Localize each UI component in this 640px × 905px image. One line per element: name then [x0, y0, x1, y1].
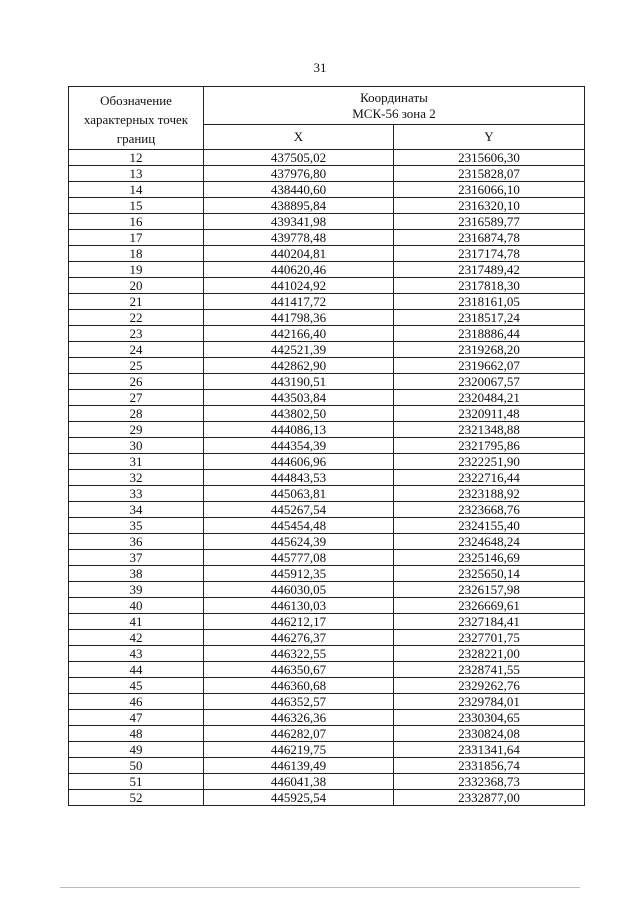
point-number-cell: 35	[69, 518, 204, 534]
table-row	[69, 646, 585, 662]
point-number-cell: 28	[69, 406, 204, 422]
point-number-cell: 52	[69, 790, 204, 806]
y-coordinate-cell: 2319268,20	[394, 342, 585, 358]
y-coordinate-cell: 2317818,30	[394, 278, 585, 294]
y-coordinate-cell: 2324648,24	[394, 534, 585, 550]
x-coordinate-cell: 443503,84	[204, 390, 394, 406]
table-row	[69, 502, 585, 518]
y-column-header: Y	[394, 125, 585, 150]
y-coordinate-cell: 2321348,88	[394, 422, 585, 438]
table-row	[69, 262, 585, 278]
point-number-cell: 49	[69, 742, 204, 758]
table-row	[69, 694, 585, 710]
point-number-cell: 22	[69, 310, 204, 326]
point-number-cell: 48	[69, 726, 204, 742]
table-body	[69, 150, 585, 806]
point-number-cell: 23	[69, 326, 204, 342]
coordinates-title: Координаты	[360, 89, 428, 105]
x-coordinate-cell: 443190,51	[204, 374, 394, 390]
x-coordinate-cell: 444086,13	[204, 422, 394, 438]
x-coordinate-cell: 445912,35	[204, 566, 394, 582]
x-coordinate-cell: 446322,55	[204, 646, 394, 662]
coordinates-header	[204, 87, 585, 125]
table-row	[69, 214, 585, 230]
y-coordinate-cell: 2316066,10	[394, 182, 585, 198]
point-number-cell: 32	[69, 470, 204, 486]
point-number-cell: 37	[69, 550, 204, 566]
x-coordinate-cell: 446276,37	[204, 630, 394, 646]
table-row	[69, 678, 585, 694]
table-row	[69, 310, 585, 326]
table-row	[69, 582, 585, 598]
x-coordinate-cell: 443802,50	[204, 406, 394, 422]
point-number-cell: 20	[69, 278, 204, 294]
point-number-cell: 42	[69, 630, 204, 646]
point-number-cell: 44	[69, 662, 204, 678]
point-number-cell: 24	[69, 342, 204, 358]
y-coordinate-cell: 2315606,30	[394, 150, 585, 166]
x-coordinate-cell: 446130,03	[204, 598, 394, 614]
point-number-cell: 29	[69, 422, 204, 438]
y-coordinate-cell: 2322251,90	[394, 454, 585, 470]
table-row	[69, 150, 585, 166]
table-row	[69, 406, 585, 422]
point-number-cell: 39	[69, 582, 204, 598]
y-coordinate-cell: 2322716,44	[394, 470, 585, 486]
table-row	[69, 246, 585, 262]
x-coordinate-cell: 445925,54	[204, 790, 394, 806]
table-row	[69, 534, 585, 550]
point-number-cell: 17	[69, 230, 204, 246]
y-coordinate-cell: 2316320,10	[394, 198, 585, 214]
y-coordinate-cell: 2316874,78	[394, 230, 585, 246]
y-coordinate-cell: 2329784,01	[394, 694, 585, 710]
x-coordinate-cell: 439778,48	[204, 230, 394, 246]
y-coordinate-cell: 2327184,41	[394, 614, 585, 630]
y-coordinate-cell: 2331856,74	[394, 758, 585, 774]
table-row	[69, 390, 585, 406]
y-coordinate-cell: 2318517,24	[394, 310, 585, 326]
x-coordinate-cell: 441417,72	[204, 294, 394, 310]
table-row	[69, 294, 585, 310]
y-coordinate-cell: 2325650,14	[394, 566, 585, 582]
y-coordinate-cell: 2331341,64	[394, 742, 585, 758]
y-coordinate-cell: 2323188,92	[394, 486, 585, 502]
y-coordinate-cell: 2323668,76	[394, 502, 585, 518]
x-coordinate-cell: 441798,36	[204, 310, 394, 326]
table-row	[69, 742, 585, 758]
y-coordinate-cell: 2325146,69	[394, 550, 585, 566]
designation-header: Обозначение характерных точек границ	[69, 87, 204, 150]
table-row	[69, 278, 585, 294]
point-number-cell: 41	[69, 614, 204, 630]
point-number-cell: 36	[69, 534, 204, 550]
point-number-cell: 38	[69, 566, 204, 582]
point-number-cell: 15	[69, 198, 204, 214]
x-coordinate-cell: 445624,39	[204, 534, 394, 550]
point-number-cell: 34	[69, 502, 204, 518]
point-number-cell: 14	[69, 182, 204, 198]
y-coordinate-cell: 2329262,76	[394, 678, 585, 694]
table-row	[69, 774, 585, 790]
point-number-cell: 50	[69, 758, 204, 774]
x-coordinate-cell: 446030,05	[204, 582, 394, 598]
y-coordinate-cell: 2330304,65	[394, 710, 585, 726]
y-coordinate-cell: 2324155,40	[394, 518, 585, 534]
point-number-cell: 16	[69, 214, 204, 230]
point-number-cell: 18	[69, 246, 204, 262]
y-coordinate-cell: 2320067,57	[394, 374, 585, 390]
point-number-cell: 33	[69, 486, 204, 502]
x-coordinate-cell: 441024,92	[204, 278, 394, 294]
y-coordinate-cell: 2318886,44	[394, 326, 585, 342]
x-coordinate-cell: 445454,48	[204, 518, 394, 534]
point-number-cell: 31	[69, 454, 204, 470]
table-row	[69, 230, 585, 246]
point-number-cell: 19	[69, 262, 204, 278]
x-coordinate-cell: 437505,02	[204, 150, 394, 166]
x-coordinate-cell: 446041,38	[204, 774, 394, 790]
x-coordinate-cell: 446352,57	[204, 694, 394, 710]
table-row	[69, 758, 585, 774]
point-number-cell: 45	[69, 678, 204, 694]
x-coordinate-cell: 446350,67	[204, 662, 394, 678]
x-coordinate-cell: 437976,80	[204, 166, 394, 182]
point-number-cell: 26	[69, 374, 204, 390]
coordinate-system: МСК-56 зона 2	[352, 105, 436, 121]
table-row	[69, 470, 585, 486]
x-coordinate-cell: 439341,98	[204, 214, 394, 230]
bottom-rule	[60, 887, 580, 888]
y-coordinate-cell: 2315828,07	[394, 166, 585, 182]
point-number-cell: 13	[69, 166, 204, 182]
table-row	[69, 166, 585, 182]
x-coordinate-cell: 445063,81	[204, 486, 394, 502]
table-row	[69, 326, 585, 342]
x-coordinate-cell: 440204,81	[204, 246, 394, 262]
table-row	[69, 630, 585, 646]
y-coordinate-cell: 2320911,48	[394, 406, 585, 422]
y-coordinate-cell: 2330824,08	[394, 726, 585, 742]
x-coordinate-cell: 446139,49	[204, 758, 394, 774]
point-number-cell: 43	[69, 646, 204, 662]
y-coordinate-cell: 2318161,05	[394, 294, 585, 310]
table-row	[69, 374, 585, 390]
y-coordinate-cell: 2326157,98	[394, 582, 585, 598]
point-number-cell: 46	[69, 694, 204, 710]
y-coordinate-cell: 2317489,42	[394, 262, 585, 278]
table-row	[69, 566, 585, 582]
x-column-header: X	[204, 125, 394, 150]
x-coordinate-cell: 442521,39	[204, 342, 394, 358]
x-coordinate-cell: 446212,17	[204, 614, 394, 630]
table-row	[69, 454, 585, 470]
table-header	[69, 87, 585, 150]
x-coordinate-cell: 446360,68	[204, 678, 394, 694]
point-number-cell: 51	[69, 774, 204, 790]
y-coordinate-cell: 2328741,55	[394, 662, 585, 678]
x-coordinate-cell: 444354,39	[204, 438, 394, 454]
x-coordinate-cell: 446282,07	[204, 726, 394, 742]
table-row	[69, 790, 585, 806]
y-coordinate-cell: 2328221,00	[394, 646, 585, 662]
y-coordinate-cell: 2332368,73	[394, 774, 585, 790]
table-row	[69, 342, 585, 358]
point-number-cell: 40	[69, 598, 204, 614]
point-number-cell: 21	[69, 294, 204, 310]
table-row	[69, 710, 585, 726]
table-row	[69, 358, 585, 374]
x-coordinate-cell: 444843,53	[204, 470, 394, 486]
y-coordinate-cell: 2317174,78	[394, 246, 585, 262]
coordinates-table	[68, 86, 585, 806]
y-coordinate-cell: 2316589,77	[394, 214, 585, 230]
y-coordinate-cell: 2320484,21	[394, 390, 585, 406]
x-coordinate-cell: 438440,60	[204, 182, 394, 198]
table-row	[69, 614, 585, 630]
table-row	[69, 662, 585, 678]
y-coordinate-cell: 2332877,00	[394, 790, 585, 806]
point-number-cell: 25	[69, 358, 204, 374]
x-coordinate-cell: 445777,08	[204, 550, 394, 566]
point-number-cell: 30	[69, 438, 204, 454]
point-number-cell: 47	[69, 710, 204, 726]
table-row	[69, 726, 585, 742]
table-row	[69, 438, 585, 454]
y-coordinate-cell: 2319662,07	[394, 358, 585, 374]
point-number-cell: 27	[69, 390, 204, 406]
point-number-cell: 12	[69, 150, 204, 166]
x-coordinate-cell: 446326,36	[204, 710, 394, 726]
table-row	[69, 422, 585, 438]
table-row	[69, 182, 585, 198]
x-coordinate-cell: 442862,90	[204, 358, 394, 374]
y-coordinate-cell: 2321795,86	[394, 438, 585, 454]
table-row	[69, 598, 585, 614]
x-coordinate-cell: 438895,84	[204, 198, 394, 214]
table-row	[69, 518, 585, 534]
table-row	[69, 550, 585, 566]
y-coordinate-cell: 2326669,61	[394, 598, 585, 614]
x-coordinate-cell: 445267,54	[204, 502, 394, 518]
table-row	[69, 486, 585, 502]
page-number: 31	[313, 60, 327, 75]
x-coordinate-cell: 442166,40	[204, 326, 394, 342]
table-row	[69, 198, 585, 214]
x-coordinate-cell: 440620,46	[204, 262, 394, 278]
y-coordinate-cell: 2327701,75	[394, 630, 585, 646]
x-coordinate-cell: 446219,75	[204, 742, 394, 758]
x-coordinate-cell: 444606,96	[204, 454, 394, 470]
